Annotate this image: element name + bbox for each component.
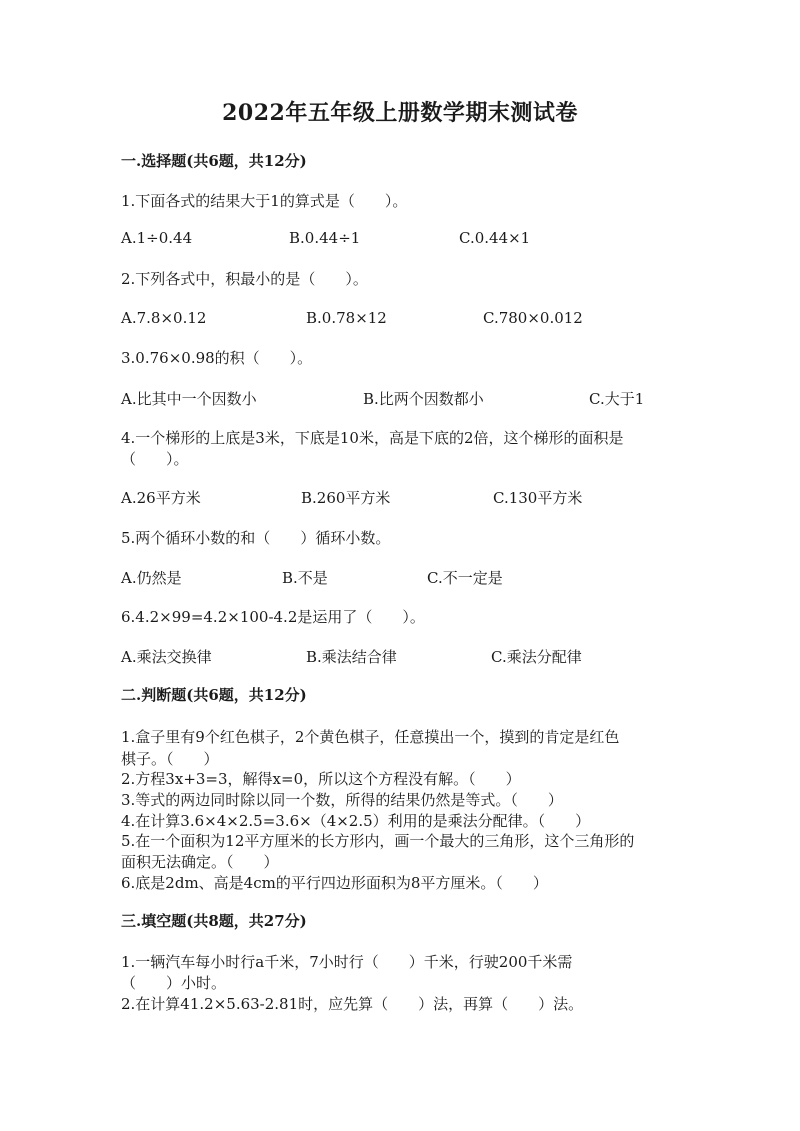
section-heading-fill: 三.填空题(共8题，共27分) [121,912,307,930]
option-c: C.大于1 [589,390,645,408]
option-c: C.780×0.012 [483,309,583,327]
question-stem: 6.4.2×99=4.2×100-4.2是运用了（ ）。 [121,608,425,626]
statement-line: 1.盒子里有9个红色棋子，2个黄色棋子，任意摸出一个，摸到的肯定是红色 [121,728,620,746]
page-title: 2022年五年级上册数学期末测试卷 [222,100,578,126]
option-a: A.乘法交换律 [121,648,212,666]
statement-line: 棋子。（ ） [121,750,219,768]
question-stem: 4.一个梯形的上底是3米，下底是10米，高是下底的2倍，这个梯形的面积是 [121,429,624,447]
question-stem: 1.下面各式的结果大于1的算式是（ ）。 [121,192,408,210]
fill-line: （ ）小时。 [121,974,227,992]
section-heading-choice: 一.选择题(共6题，共12分) [121,152,307,170]
option-b: B.乘法结合律 [306,648,397,666]
statement-line: 2.方程3x+3=3，解得x=0，所以这个方程没有解。（ ） [121,770,521,788]
statement-line: 6.底是2dm、高是4cm的平行四边形面积为8平方厘米。（ ） [121,874,548,892]
option-b: B.不是 [282,569,328,587]
option-c: C.乘法分配律 [491,648,582,666]
question-stem-cont: （ ）。 [121,450,189,468]
option-b: B.比两个因数都小 [363,390,484,408]
question-stem: 3.0.76×0.98的积（ ）。 [121,349,313,367]
question-stem: 2.下列各式中，积最小的是（ ）。 [121,270,368,288]
option-a: A.比其中一个因数小 [121,390,257,408]
option-b: B.0.78×12 [306,309,387,327]
option-b: B.260平方米 [301,489,391,507]
statement-line: 面积无法确定。（ ） [121,853,279,871]
option-b: B.0.44÷1 [289,229,361,247]
option-c: C.0.44×1 [459,229,531,247]
statement-line: 5.在一个面积为12平方厘米的长方形内，画一个最大的三角形，这个三角形的 [121,832,635,850]
option-c: C.130平方米 [493,489,583,507]
option-a: A.26平方米 [121,489,201,507]
option-a: A.7.8×0.12 [121,309,207,327]
statement-line: 4.在计算3.6×4×2.5=3.6×（4×2.5）利用的是乘法分配律。（ ） [121,812,591,830]
option-a: A.1÷0.44 [121,229,193,247]
fill-line: 1.一辆汽车每小时行a千米，7小时行（ ）千米，行驶200千米需 [121,953,573,971]
question-stem: 5.两个循环小数的和（ ）循环小数。 [121,529,391,547]
section-heading-judge: 二.判断题(共6题，共12分) [121,686,307,704]
option-a: A.仍然是 [121,569,182,587]
fill-line: 2.在计算41.2×5.63-2.81时，应先算（ ）法，再算（ ）法。 [121,995,584,1013]
option-c: C.不一定是 [427,569,503,587]
statement-line: 3.等式的两边同时除以同一个数，所得的结果仍然是等式。（ ） [121,791,563,809]
